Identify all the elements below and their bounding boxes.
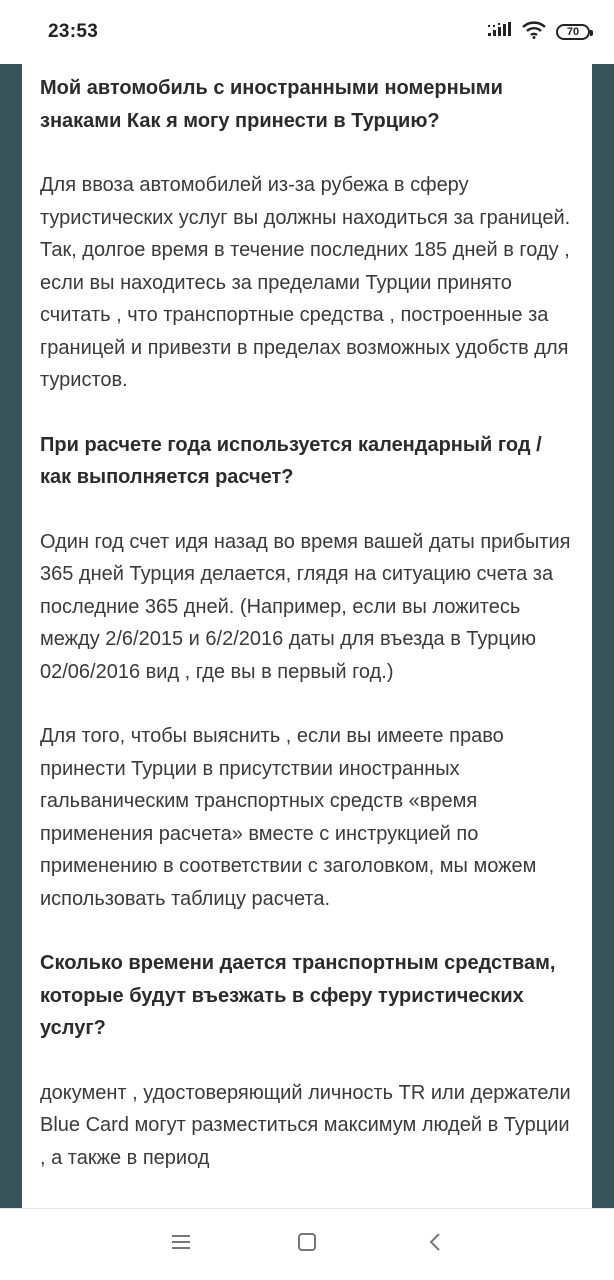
section-paragraph: документ , удостоверяющий личность TR или держатели Blue Card могут разместиться максимум людей в Турции , а также в период <box>40 1081 571 1169</box>
battery-icon <box>556 24 590 40</box>
article-content <box>22 64 592 1174</box>
article-card[interactable] <box>22 64 592 1208</box>
section-paragraph: Один год счет идя назад во время вашей даты прибытия 365 дней Турция делается, глядя на ситуацию счета за последние 365 дней. (Например, если вы ложитесь между 2/6/2015 и 6/2/2016 даты для въезда в Турцию 02/06/2016 вид , где вы в первый год.) <box>40 530 571 683</box>
menu-button[interactable] <box>166 1229 196 1259</box>
status-bar <box>0 0 614 64</box>
status-icons <box>488 22 590 42</box>
navigation-bar <box>0 1208 614 1280</box>
back-button[interactable] <box>420 1229 450 1259</box>
menu-icon <box>171 1234 191 1255</box>
wifi-icon <box>522 21 546 44</box>
section-paragraph: Для ввоза автомобилей из-за рубежа в сферу туристических услуг вы должны находиться за границей. Так, долгое время в течение последних 185 дней в году , если вы находитесь за пределами Турции принято считать , что транспортные средства , построенные за границей и привезти в пределах возможных удобств для туристов. <box>40 174 571 391</box>
home-icon <box>297 1232 317 1257</box>
status-time: 23:53 <box>48 21 99 42</box>
section-heading: Мой автомобиль с иностранными номерными знаками Как я могу принести в Турцию? <box>40 77 503 132</box>
battery-level: 70 <box>566 25 580 38</box>
signal-icon <box>488 22 512 43</box>
section-paragraph: Для того, чтобы выяснить , если вы имеете право принести Турции в присутствии иностранных гальваническим транспортных средств «время применения расчета» вместе с инструкцией по применению в соответствии с заголовком, мы можем использовать таблицу расчета. <box>40 725 537 910</box>
section-heading: При расчете года используется календарный год / как выполняется расчет? <box>40 433 542 488</box>
section-heading: Сколько времени дается транспортным средствам, которые будут въезжать в сферу туристических услуг? <box>40 952 556 1039</box>
back-icon <box>428 1232 442 1257</box>
home-button[interactable] <box>292 1229 322 1259</box>
